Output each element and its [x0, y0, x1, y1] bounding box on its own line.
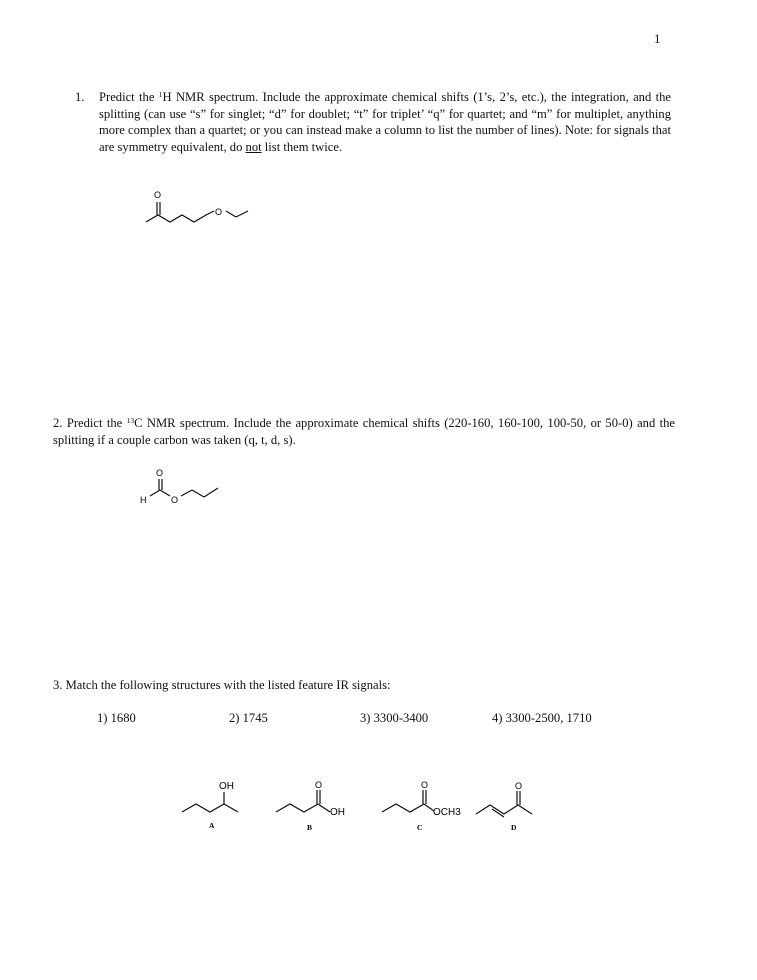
molecule-1-ether-o: O — [215, 207, 223, 217]
q2-superscript: 13 — [126, 416, 135, 425]
q2-text-b: C NMR spectrum. Include the approximate chemical shifts (220-160, 160-100, 100-50, or 50-0) and the splitting if a couple carbon was taken (q, t, d, s). — [53, 416, 676, 447]
q2-text-a: Predict the — [66, 416, 127, 430]
structure-d-label: D — [511, 823, 517, 832]
ir-option-2: 2) 1745 — [229, 711, 268, 725]
molecule-1-carbonyl-o: O — [154, 190, 162, 200]
question-1-text — [75, 89, 671, 155]
question-1-number: 1. — [75, 90, 85, 104]
q1-text-a: Predict the — [99, 90, 159, 104]
molecule-2-carbonyl-o: O — [156, 468, 164, 478]
ir-structures — [170, 778, 560, 838]
molecule-2-h: H — [140, 495, 147, 505]
question-1 — [75, 89, 671, 155]
molecule-2-ester-o: O — [171, 495, 179, 505]
ir-option-1: 1) 1680 — [97, 711, 136, 725]
structure-c-carbonyl-o: O — [421, 780, 429, 790]
molecule-1-structure — [140, 182, 260, 230]
question-3: 3. Match the following structures with the listed feature IR signals: — [53, 678, 391, 692]
structure-d-carbonyl-o: O — [515, 781, 523, 791]
structure-a-label: A — [209, 821, 215, 830]
structure-c-label: C — [417, 823, 423, 832]
structure-a-oh: OH — [219, 781, 234, 792]
structure-b-carbonyl-o: O — [315, 780, 323, 790]
structure-c-och3: OCH3 — [433, 807, 461, 818]
structure-b-oh: OH — [330, 807, 345, 818]
ir-option-4: 4) 3300-2500, 1710 — [492, 711, 592, 725]
q1-superscript: 1 — [158, 90, 163, 99]
ir-option-3: 3) 3300-3400 — [360, 711, 429, 725]
question-2-number: 2. — [53, 416, 63, 430]
structure-b-label: B — [307, 823, 313, 832]
q1-underlined-not: not — [245, 139, 262, 154]
q1-text-c: list them twice. — [261, 139, 343, 154]
q1-text-b: H NMR spectrum. Include the approximate chemical shifts (1’s, 2’s, etc.), the integration, and the splitting (can use “s” for singlet; “d” for doublet; “t” for triplet’ “q” for quartet; and “m” for multiplet, anything more complex than a quartet; or you can instead make a column to list the number of lines). Note: for signals that are symmetry equivalent, do — [99, 90, 671, 154]
question-2 — [53, 415, 675, 448]
page-number: 1 — [654, 31, 661, 46]
molecule-2-structure — [138, 466, 238, 510]
